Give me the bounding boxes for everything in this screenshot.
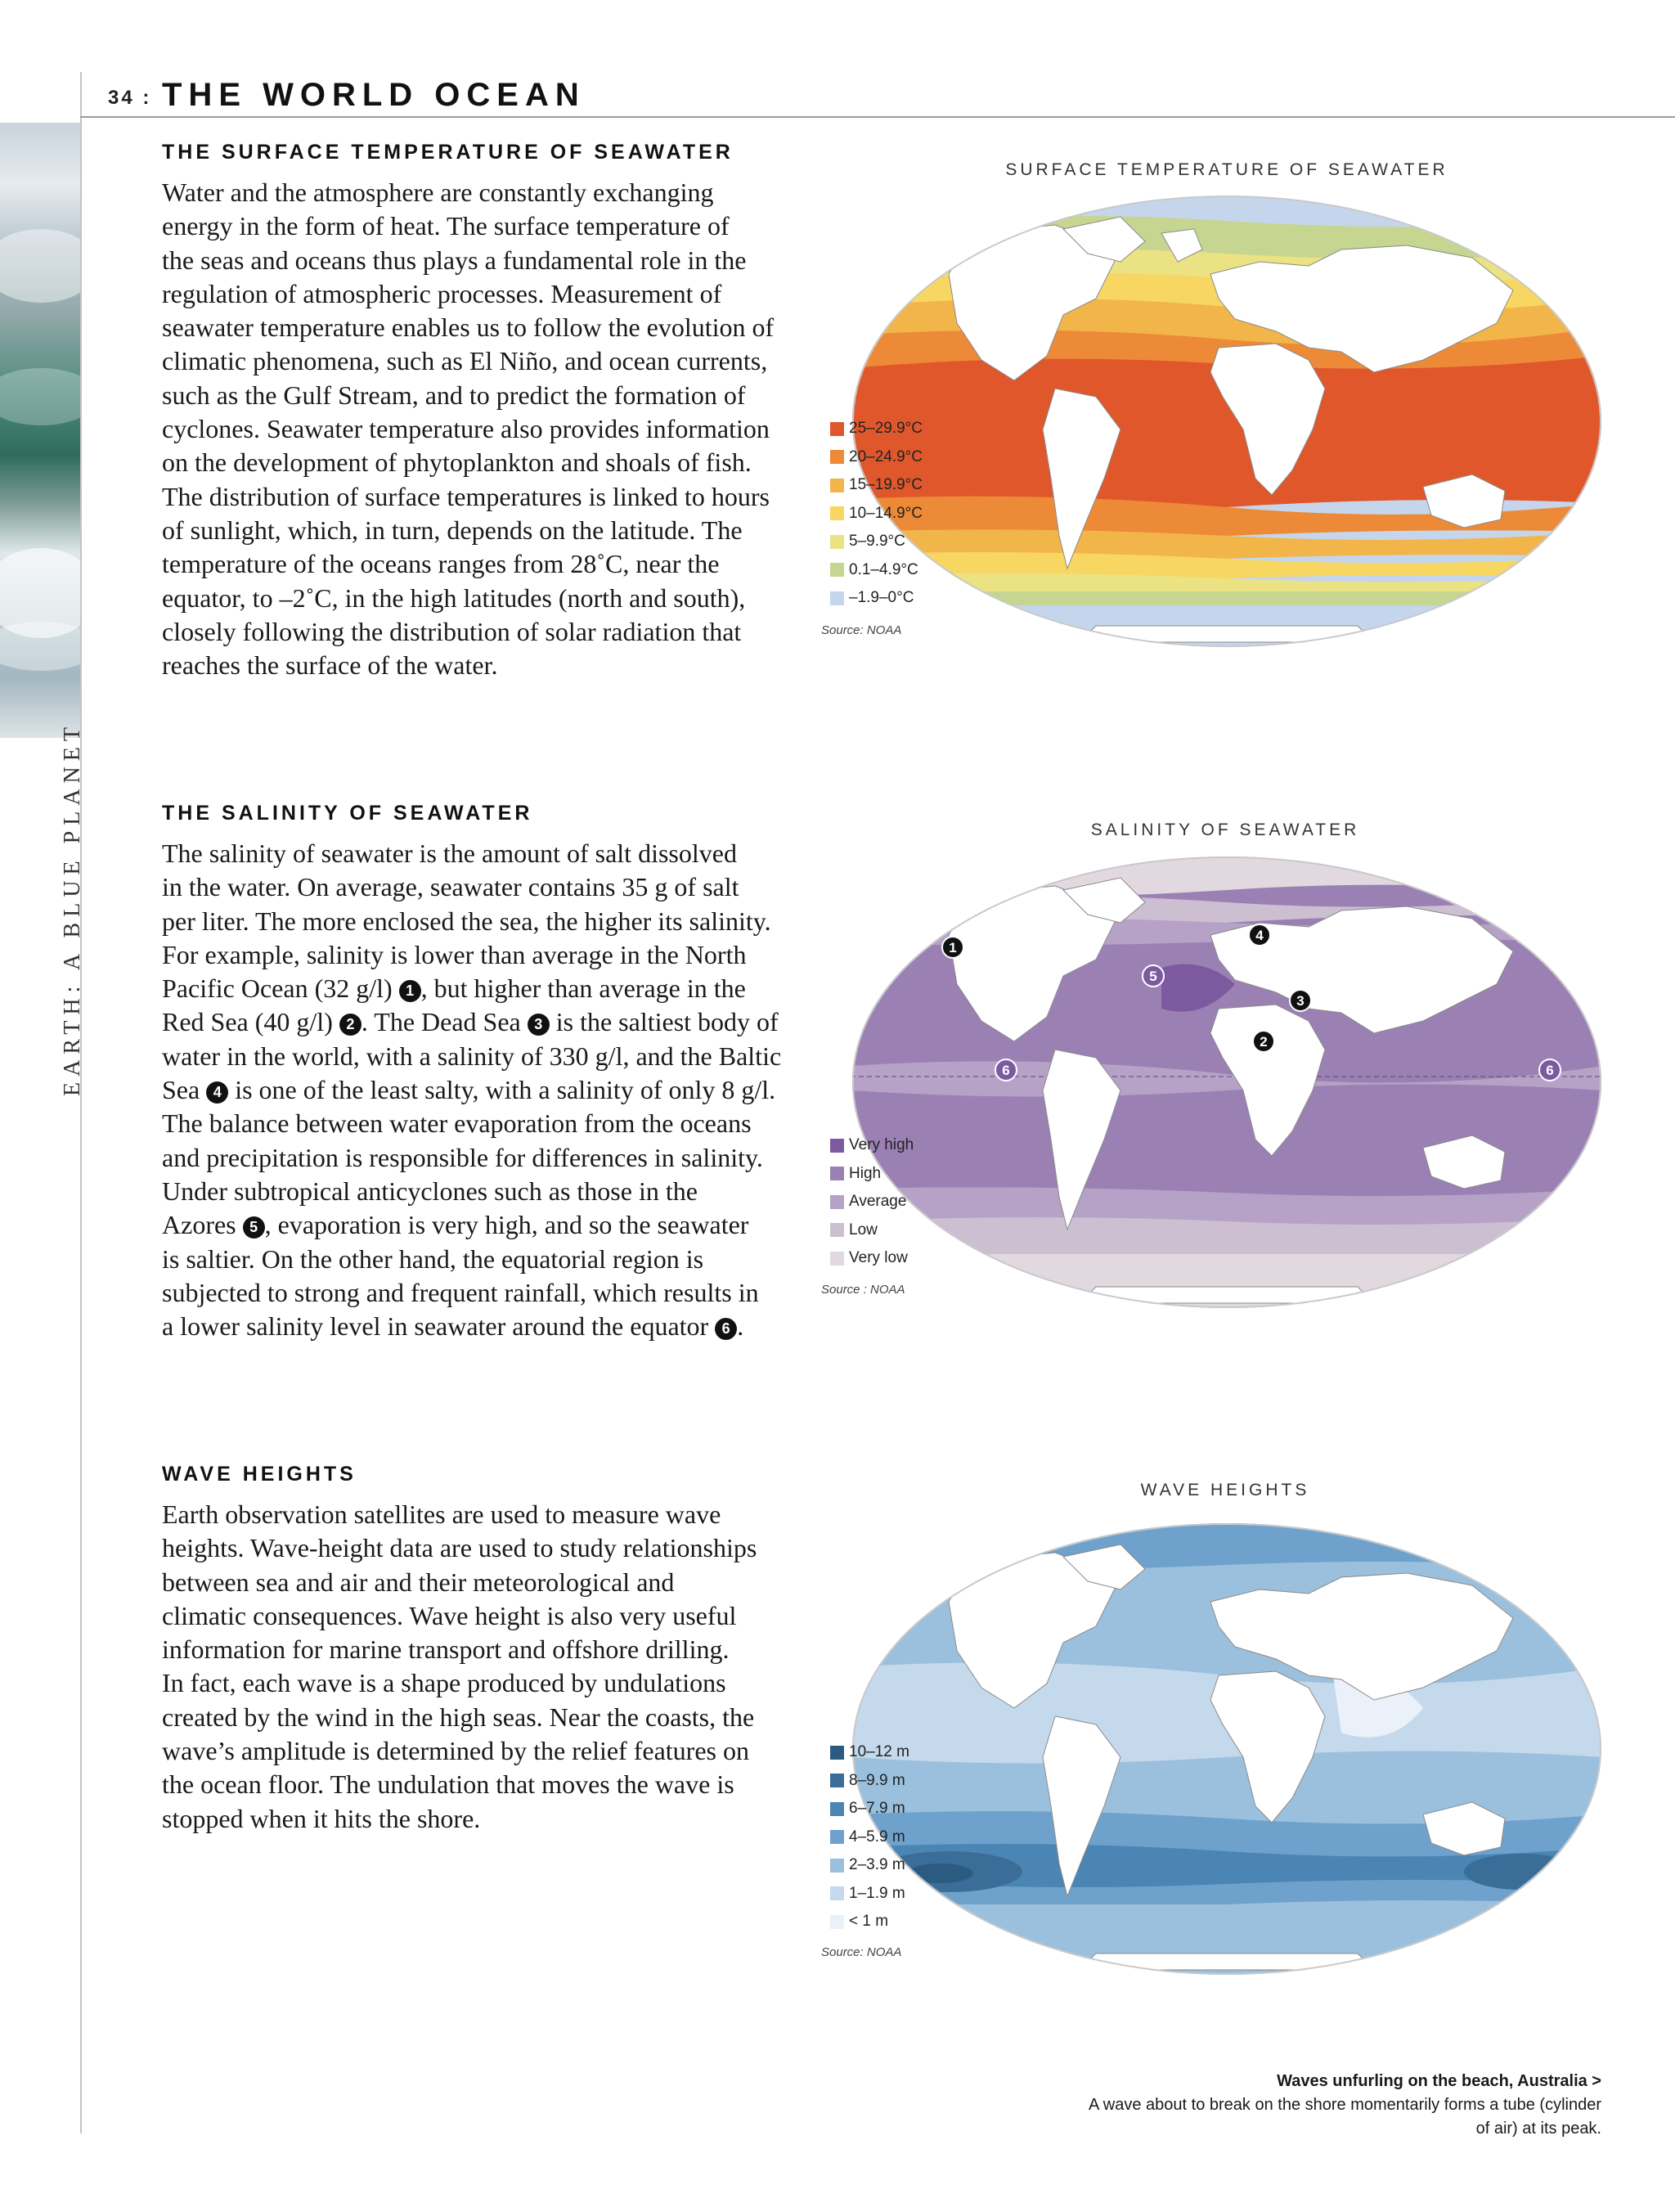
temperature-body-line: The distribution of surface temperatures is linked to hours <box>162 481 770 511</box>
salinity-body-line: is saltier. On the other hand, the equatorial region is <box>162 1243 704 1274</box>
salinity-body-line: in the water. On average, seawater contains 35 g of salt <box>162 872 739 902</box>
legend-swatch <box>830 1774 844 1787</box>
legend-label: 5–9.9°C <box>849 533 905 551</box>
legend-label: 1–1.9 m <box>849 1884 905 1902</box>
photo-caption <box>1029 2070 1601 2141</box>
caption-line-1: A wave about to break on the shore momentarily forms a tube (cylinder <box>1089 2096 1601 2114</box>
temperature-legend-item <box>830 471 923 500</box>
legend-swatch <box>830 535 844 549</box>
temperature-body-line: energy in the form of heat. The surface temperature of <box>162 211 730 241</box>
reference-number-badge: 1 <box>399 980 421 1002</box>
temperature-legend-item <box>830 556 923 585</box>
legend-swatch <box>830 479 844 492</box>
waves-body-line: Earth observation satellites are used to measure wave <box>162 1499 721 1529</box>
temperature-legend <box>830 415 923 613</box>
salinity-legend-item <box>830 1131 914 1160</box>
svg-text:1: 1 <box>949 940 957 955</box>
temperature-source: Source: NOAA <box>821 623 902 637</box>
legend-swatch <box>830 1252 844 1266</box>
legend-label: 6–7.9 m <box>849 1800 905 1818</box>
legend-swatch <box>830 1802 844 1816</box>
temperature-body-line: reaches the surface of the water. <box>162 650 498 681</box>
salinity-source: Source : NOAA <box>821 1283 905 1297</box>
reference-number-badge: 5 <box>243 1216 265 1239</box>
legend-label: 25–29.9°C <box>849 420 923 438</box>
legend-label: High <box>849 1164 882 1182</box>
map-marker-1 <box>942 937 963 958</box>
temperature-legend-item <box>830 528 923 556</box>
waves-body-line: In fact, each wave is a shape produced by undulations <box>162 1668 726 1698</box>
caption-title: Waves unfurling on the beach, Australia > <box>1277 2072 1601 2090</box>
salinity-legend-item <box>830 1188 914 1216</box>
temperature-map-title: SURFACE TEMPERATURE OF SEAWATER <box>1005 160 1448 179</box>
salinity-body-line: Pacific Ocean (32 g/l) 1 , but higher than average in the <box>162 973 746 1004</box>
waves-body-line: wave’s amplitude is determined by the relief features on <box>162 1736 749 1766</box>
legend-swatch <box>830 1859 844 1873</box>
map-marker-4 <box>1249 924 1270 946</box>
waves-body <box>162 1498 800 1836</box>
salinity-body-line: Under subtropical anticyclones such as those in the <box>162 1176 698 1206</box>
legend-label: 4–5.9 m <box>849 1828 905 1846</box>
waves-legend-item <box>830 1823 909 1852</box>
temperature-legend-item <box>830 584 923 613</box>
temperature-body-line: climatic phenomena, such as El Niño, and ocean currents, <box>162 346 768 376</box>
waves-body-line: between sea and air and their meteorological and <box>162 1567 675 1597</box>
legend-swatch <box>830 1915 844 1929</box>
waves-body-line: climatic consequences. Wave height is also very useful <box>162 1600 737 1630</box>
salinity-body-line: Red Sea (40 g/l) 2 . The Dead Sea 3 is the saltiest body of <box>162 1007 779 1037</box>
reference-number-badge: 3 <box>528 1014 550 1036</box>
temperature-body-line: such as the Gulf Stream, and to predict the formation of <box>162 380 746 410</box>
salinity-legend-item <box>830 1244 914 1273</box>
salinity-body-line: a lower salinity level in seawater around the equator 6 . <box>162 1311 744 1342</box>
svg-text:6: 6 <box>1546 1063 1554 1078</box>
legend-swatch <box>830 1886 844 1900</box>
legend-label: 10–12 m <box>849 1743 909 1761</box>
waves-body-line: information for marine transport and offshore drilling. <box>162 1634 730 1665</box>
temperature-body-line: equator, to –2˚C, in the high latitudes (north and south), <box>162 582 746 613</box>
salinity-map <box>851 845 1603 1311</box>
salinity-body-line: Sea 4 is one of the least salty, with a salinity of only 8 g/l. <box>162 1075 776 1105</box>
legend-label: 10–14.9°C <box>849 504 923 522</box>
map-marker-6 <box>995 1059 1017 1081</box>
temperature-heading: THE SURFACE TEMPERATURE OF SEAWATER <box>162 141 734 164</box>
salinity-body-line: Azores 5 , evaporation is very high, and so the seawater <box>162 1210 749 1240</box>
salinity-body-line: For example, salinity is lower than average in the North <box>162 939 747 969</box>
waves-map <box>851 1512 1603 1978</box>
salinity-body-line: per liter. The more enclosed the sea, the higher its salinity. <box>162 906 771 936</box>
salinity-map-title: SALINITY OF SEAWATER <box>1090 821 1360 839</box>
legend-label: Very high <box>849 1136 914 1154</box>
waves-legend-item <box>830 1767 909 1796</box>
temperature-body-line: regulation of atmospheric processes. Measurement of <box>162 278 722 308</box>
waves-heading: WAVE HEIGHTS <box>162 1463 357 1486</box>
legend-swatch <box>830 422 844 436</box>
temperature-body-line: temperature of the oceans ranges from 28˚C, near the <box>162 549 720 579</box>
salinity-legend <box>830 1131 914 1273</box>
legend-swatch <box>830 1223 844 1237</box>
legend-swatch <box>830 1139 844 1153</box>
salinity-body <box>162 837 800 1343</box>
salinity-body-line: and precipitation is responsible for differences in salinity. <box>162 1142 763 1172</box>
salinity-body-line: The salinity of seawater is the amount of salt dissolved <box>162 838 737 868</box>
svg-text:2: 2 <box>1260 1034 1268 1050</box>
side-label: EARTH: A BLUE PLANET <box>60 722 85 1096</box>
salinity-legend-item <box>830 1160 914 1189</box>
waves-body-line: heights. Wave-height data are used to study relationships <box>162 1533 757 1563</box>
legend-swatch <box>830 1167 844 1180</box>
waves-legend-item <box>830 1738 909 1767</box>
header-rule <box>80 116 1675 118</box>
legend-label: 0.1–4.9°C <box>849 560 918 578</box>
temperature-legend-item <box>830 415 923 443</box>
legend-label: 15–19.9°C <box>849 476 923 494</box>
legend-swatch <box>830 1746 844 1760</box>
page-number: 34 : <box>108 87 152 109</box>
legend-swatch <box>830 450 844 464</box>
temperature-body-line: on the development of phytoplankton and shoals of fish. <box>162 447 752 478</box>
salinity-body-line: The balance between water evaporation from the oceans <box>162 1108 752 1139</box>
page-margin-rule <box>80 72 82 2133</box>
legend-swatch <box>830 506 844 520</box>
legend-label: Average <box>849 1193 907 1211</box>
legend-label: < 1 m <box>849 1913 889 1931</box>
salinity-body-line: water in the world, with a salinity of 330 g/l, and the Baltic <box>162 1041 782 1071</box>
temperature-map <box>851 184 1603 650</box>
map-marker-6 <box>1539 1059 1560 1081</box>
temperature-body-line: closely following the distribution of solar radiation that <box>162 616 742 646</box>
reference-number-badge: 6 <box>715 1318 737 1340</box>
temperature-body-line: cyclones. Seawater temperature also provides information <box>162 414 770 444</box>
legend-swatch <box>830 591 844 605</box>
temperature-body-line: seawater temperature enables us to follow the evolution of <box>162 312 775 343</box>
svg-text:5: 5 <box>1149 969 1157 984</box>
map-marker-5 <box>1143 965 1164 987</box>
page-title: THE WORLD OCEAN <box>162 77 586 113</box>
map-marker-3 <box>1290 990 1311 1011</box>
waves-legend-item <box>830 1795 909 1823</box>
legend-label: 20–24.9°C <box>849 447 923 465</box>
legend-swatch <box>830 1195 844 1209</box>
svg-text:3: 3 <box>1296 993 1305 1009</box>
legend-label: Very low <box>849 1249 908 1267</box>
temperature-body-line: of sunlight, which, in turn, depends on the latitude. The <box>162 515 743 545</box>
waves-source: Source: NOAA <box>821 1945 902 1959</box>
waves-body-line: stopped when it hits the shore. <box>162 1803 481 1833</box>
waves-legend-item <box>830 1851 909 1880</box>
temperature-body-line: Water and the atmosphere are constantly exchanging <box>162 178 714 207</box>
temperature-legend-item <box>830 500 923 528</box>
wave-photo-strip <box>0 123 80 738</box>
salinity-legend-item <box>830 1216 914 1245</box>
legend-swatch <box>830 1830 844 1844</box>
legend-label: 8–9.9 m <box>849 1771 905 1789</box>
svg-text:6: 6 <box>1002 1063 1010 1078</box>
legend-label: 2–3.9 m <box>849 1856 905 1874</box>
legend-label: Low <box>849 1221 878 1239</box>
waves-legend-item <box>830 1880 909 1909</box>
map-marker-2 <box>1253 1031 1274 1052</box>
temperature-body-line: the seas and oceans thus plays a fundamental role in the <box>162 245 747 275</box>
waves-map-title: WAVE HEIGHTS <box>1140 1481 1310 1499</box>
waves-body-line: created by the wind in the high seas. Near the coasts, the <box>162 1702 755 1732</box>
salinity-heading: THE SALINITY OF SEAWATER <box>162 802 533 825</box>
reference-number-badge: 4 <box>206 1081 228 1104</box>
caption-line-2: of air) at its peak. <box>1475 2120 1601 2138</box>
temperature-body <box>162 176 800 682</box>
waves-body-line: the ocean floor. The undulation that moves the wave is <box>162 1769 734 1800</box>
reference-number-badge: 2 <box>339 1014 361 1036</box>
temperature-legend-item <box>830 443 923 472</box>
legend-swatch <box>830 563 844 577</box>
salinity-body-line: subjected to strong and frequent rainfall, which results in <box>162 1277 759 1307</box>
waves-legend <box>830 1738 909 1936</box>
svg-text:4: 4 <box>1255 928 1264 943</box>
legend-label: –1.9–0°C <box>849 589 914 607</box>
waves-legend-item <box>830 1908 909 1936</box>
